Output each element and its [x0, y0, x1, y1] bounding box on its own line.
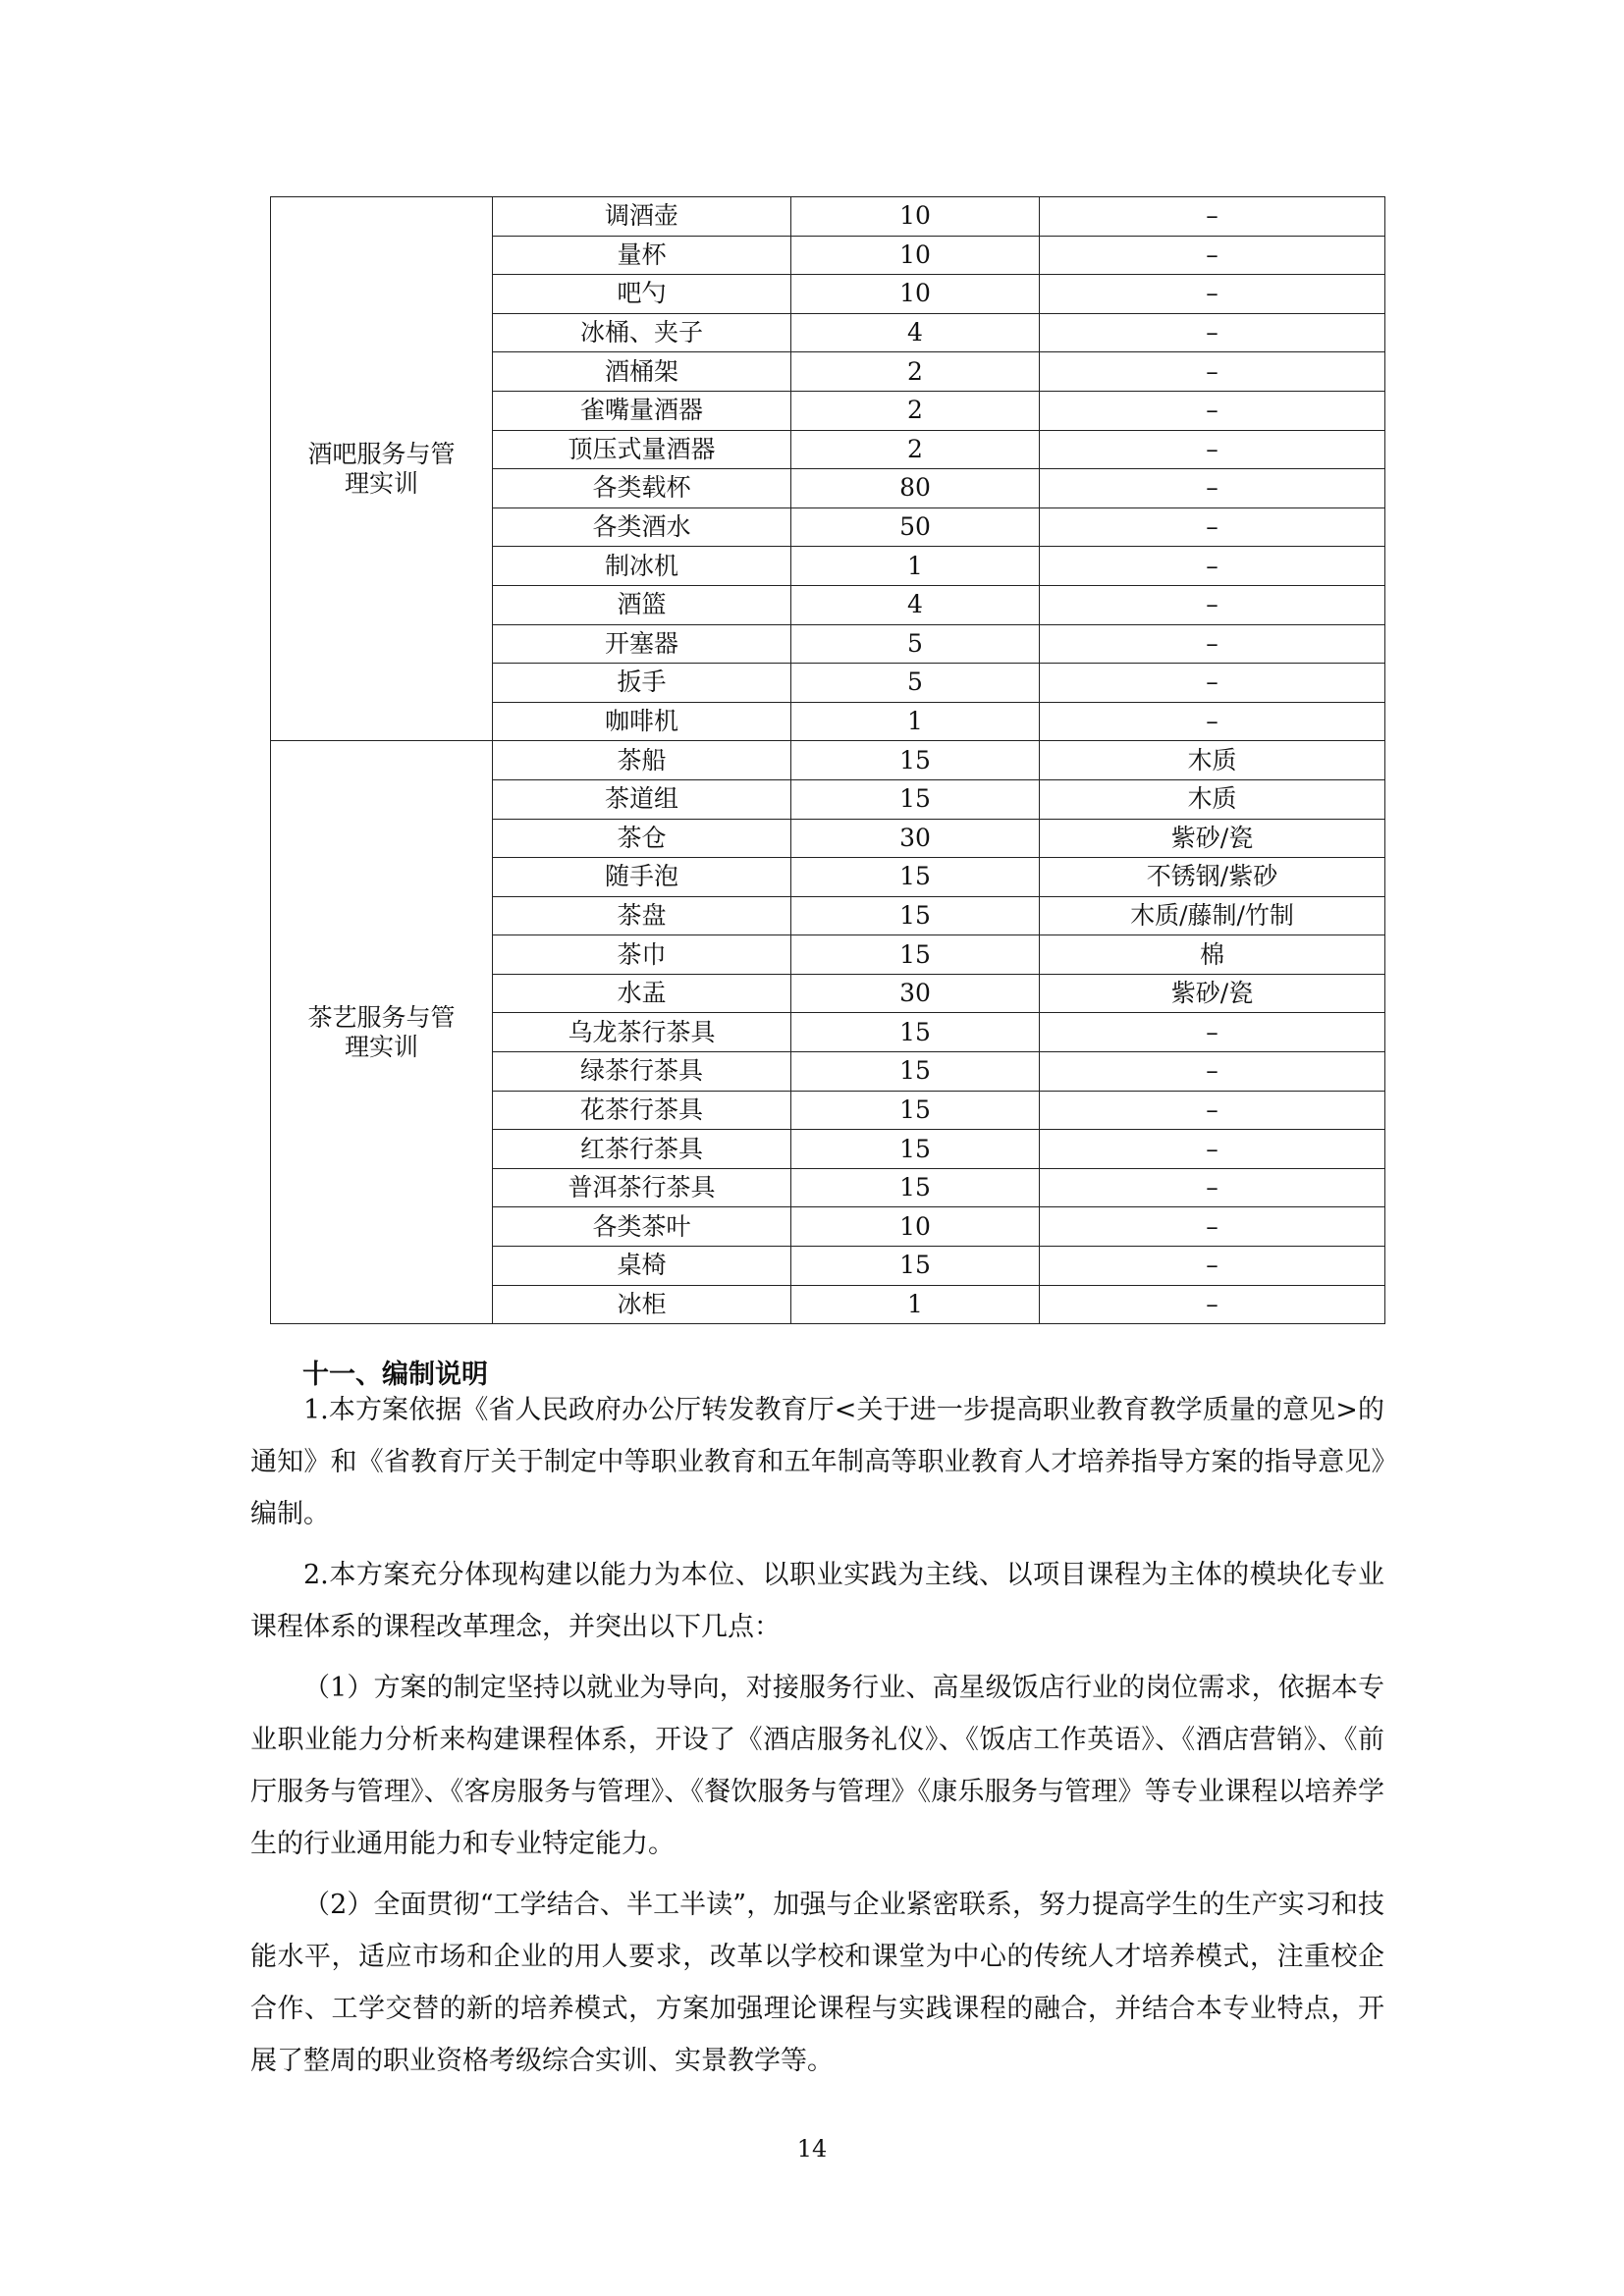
quantity-cell: 5: [791, 664, 1040, 703]
quantity-cell: 4: [791, 313, 1040, 352]
quantity-cell: 10: [791, 197, 1040, 237]
quantity-cell: 2: [791, 430, 1040, 469]
material-cell: –: [1040, 1285, 1385, 1324]
quantity-cell: 15: [791, 935, 1040, 975]
material-cell: –: [1040, 507, 1385, 547]
material-cell: 木质/藤制/竹制: [1040, 896, 1385, 935]
item-name-cell: 调酒壶: [493, 197, 791, 237]
quantity-cell: 15: [791, 1130, 1040, 1169]
quantity-cell: 15: [791, 1168, 1040, 1207]
item-name-cell: 茶船: [493, 741, 791, 780]
quantity-cell: 1: [791, 1285, 1040, 1324]
material-cell: –: [1040, 313, 1385, 352]
quantity-cell: 15: [791, 858, 1040, 897]
material-cell: 木质: [1040, 779, 1385, 819]
paragraph: （1）方案的制定坚持以就业为导向，对接服务行业、高星级饭店行业的岗位需求，依据本专业职业能力分析来构建课程体系，开设了《酒店服务礼仪》、《饭店工作英语》、《酒店营销》、《前厅服务与管理》、《客房服务与管理》、《餐饮服务与管理》《康乐服务与管理》等专业课程以培养学生的行业通用能力和专业特定能力。: [250, 1673, 1384, 1859]
quantity-cell: 15: [791, 1052, 1040, 1092]
paragraph: 1.本方案依据《省人民政府办公厅转发教育厅<关于进一步提高职业教育教学质量的意见>的通知》和《省教育厅关于制定中等职业教育和五年制高等职业教育人才培养指导方案的指导意见》编制。: [250, 1395, 1384, 1529]
material-cell: –: [1040, 664, 1385, 703]
item-name-cell: 桌椅: [493, 1247, 791, 1286]
item-name-cell: 酒桶架: [493, 352, 791, 392]
material-cell: –: [1040, 1168, 1385, 1207]
quantity-cell: 15: [791, 896, 1040, 935]
material-cell: –: [1040, 236, 1385, 275]
quantity-cell: 10: [791, 275, 1040, 314]
quantity-cell: 1: [791, 702, 1040, 741]
quantity-cell: 15: [791, 1247, 1040, 1286]
material-cell: –: [1040, 702, 1385, 741]
item-name-cell: 咖啡机: [493, 702, 791, 741]
material-cell: –: [1040, 275, 1385, 314]
item-name-cell: 花茶行茶具: [493, 1091, 791, 1130]
item-name-cell: 各类载杯: [493, 469, 791, 508]
quantity-cell: 15: [791, 1013, 1040, 1052]
item-name-cell: 水盂: [493, 974, 791, 1013]
quantity-cell: 15: [791, 741, 1040, 780]
item-name-cell: 冰桶、夹子: [493, 313, 791, 352]
material-cell: –: [1040, 585, 1385, 624]
table-row: [271, 741, 1385, 780]
material-cell: 紫砂/瓷: [1040, 819, 1385, 858]
material-cell: 不锈钢/紫砂: [1040, 858, 1385, 897]
quantity-cell: 30: [791, 974, 1040, 1013]
material-cell: 棉: [1040, 935, 1385, 975]
body-text: [250, 1384, 1384, 2096]
quantity-cell: 10: [791, 236, 1040, 275]
item-name-cell: 制冰机: [493, 547, 791, 586]
material-cell: –: [1040, 1130, 1385, 1169]
quantity-cell: 2: [791, 391, 1040, 430]
quantity-cell: 10: [791, 1207, 1040, 1247]
item-name-cell: 量杯: [493, 236, 791, 275]
item-name-cell: 红茶行茶具: [493, 1130, 791, 1169]
item-name-cell: 顶压式量酒器: [493, 430, 791, 469]
item-name-cell: 各类酒水: [493, 507, 791, 547]
material-cell: –: [1040, 547, 1385, 586]
item-name-cell: 茶道组: [493, 779, 791, 819]
group-name-cell: 酒吧服务与管理实训: [271, 197, 493, 741]
quantity-cell: 30: [791, 819, 1040, 858]
material-cell: 紫砂/瓷: [1040, 974, 1385, 1013]
material-cell: –: [1040, 1091, 1385, 1130]
quantity-cell: 80: [791, 469, 1040, 508]
material-cell: –: [1040, 1013, 1385, 1052]
material-cell: –: [1040, 1052, 1385, 1092]
item-name-cell: 开塞器: [493, 624, 791, 664]
item-name-cell: 雀嘴量酒器: [493, 391, 791, 430]
material-cell: –: [1040, 197, 1385, 237]
quantity-cell: 15: [791, 1091, 1040, 1130]
item-name-cell: 各类茶叶: [493, 1207, 791, 1247]
item-name-cell: 茶仓: [493, 819, 791, 858]
item-name-cell: 随手泡: [493, 858, 791, 897]
item-name-cell: 茶巾: [493, 935, 791, 975]
quantity-cell: 2: [791, 352, 1040, 392]
section-heading: 十一、编制说明: [302, 1360, 488, 1390]
quantity-cell: 4: [791, 585, 1040, 624]
material-cell: –: [1040, 1247, 1385, 1286]
item-name-cell: 冰柜: [493, 1285, 791, 1324]
item-name-cell: 扳手: [493, 664, 791, 703]
item-name-cell: 绿茶行茶具: [493, 1052, 791, 1092]
item-name-cell: 茶盘: [493, 896, 791, 935]
material-cell: –: [1040, 1207, 1385, 1247]
material-cell: –: [1040, 430, 1385, 469]
page-number: 14: [796, 2135, 828, 2163]
equipment-table: [270, 196, 1385, 1324]
material-cell: –: [1040, 624, 1385, 664]
material-cell: –: [1040, 469, 1385, 508]
item-name-cell: 吧勺: [493, 275, 791, 314]
group-name-cell: 茶艺服务与管理实训: [271, 741, 493, 1324]
material-cell: –: [1040, 391, 1385, 430]
quantity-cell: 1: [791, 547, 1040, 586]
quantity-cell: 5: [791, 624, 1040, 664]
material-cell: –: [1040, 352, 1385, 392]
paragraph: 2.本方案充分体现构建以能力为本位、以职业实践为主线、以项目课程为主体的模块化专业课程体系的课程改革理念，并突出以下几点：: [250, 1560, 1384, 1642]
material-cell: 木质: [1040, 741, 1385, 780]
item-name-cell: 酒篮: [493, 585, 791, 624]
equipment-table-body: [271, 197, 1385, 1324]
item-name-cell: 普洱茶行茶具: [493, 1168, 791, 1207]
item-name-cell: 乌龙茶行茶具: [493, 1013, 791, 1052]
quantity-cell: 15: [791, 779, 1040, 819]
quantity-cell: 50: [791, 507, 1040, 547]
table-row: [271, 197, 1385, 237]
paragraph: （2）全面贯彻“工学结合、半工半读”，加强与企业紧密联系，努力提高学生的生产实习和技能水平，适应市场和企业的用人要求，改革以学校和课堂为中心的传统人才培养模式，注重校企合作、工学交替的新的培养模式，方案加强理论课程与实践课程的融合，并结合本专业特点，开展了整周的职业资格考级综合实训、实景教学等。: [250, 1890, 1384, 2076]
